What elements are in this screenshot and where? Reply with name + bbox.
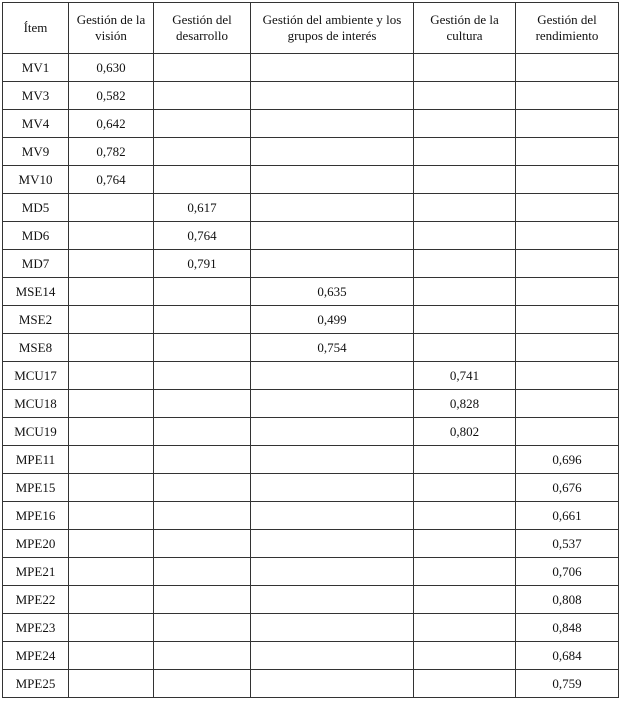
empty-cell xyxy=(414,530,516,558)
loading-value-cell: 0,537 xyxy=(516,530,619,558)
loading-value-cell: 0,764 xyxy=(154,222,251,250)
empty-cell xyxy=(69,502,154,530)
header-row xyxy=(3,3,619,54)
empty-cell xyxy=(69,614,154,642)
empty-cell xyxy=(414,278,516,306)
empty-cell xyxy=(251,614,414,642)
empty-cell xyxy=(251,362,414,390)
table-row xyxy=(3,502,619,530)
empty-cell xyxy=(154,334,251,362)
item-cell: MSE14 xyxy=(3,278,69,306)
empty-cell xyxy=(154,306,251,334)
empty-cell xyxy=(516,222,619,250)
header-rendimiento: Gestión del rendimiento xyxy=(516,3,619,54)
item-cell: MV4 xyxy=(3,110,69,138)
empty-cell xyxy=(154,390,251,418)
empty-cell xyxy=(414,642,516,670)
empty-cell xyxy=(251,390,414,418)
empty-cell xyxy=(69,418,154,446)
empty-cell xyxy=(154,502,251,530)
loading-value-cell: 0,684 xyxy=(516,642,619,670)
empty-cell xyxy=(69,250,154,278)
empty-cell xyxy=(516,194,619,222)
empty-cell xyxy=(251,446,414,474)
item-cell: MD5 xyxy=(3,194,69,222)
header-vision: Gestión de la visión xyxy=(69,3,154,54)
item-cell: MPE11 xyxy=(3,446,69,474)
item-cell: MD7 xyxy=(3,250,69,278)
item-cell: MV9 xyxy=(3,138,69,166)
empty-cell xyxy=(251,642,414,670)
table-row xyxy=(3,614,619,642)
empty-cell xyxy=(516,82,619,110)
empty-cell xyxy=(414,474,516,502)
empty-cell xyxy=(154,82,251,110)
table-row xyxy=(3,306,619,334)
loading-value-cell: 0,676 xyxy=(516,474,619,502)
loading-value-cell: 0,696 xyxy=(516,446,619,474)
loading-value-cell: 0,764 xyxy=(69,166,154,194)
empty-cell xyxy=(251,222,414,250)
table-header xyxy=(3,3,619,54)
empty-cell xyxy=(414,558,516,586)
empty-cell xyxy=(251,166,414,194)
loading-value-cell: 0,754 xyxy=(251,334,414,362)
loading-value-cell: 0,499 xyxy=(251,306,414,334)
empty-cell xyxy=(69,362,154,390)
table-row xyxy=(3,194,619,222)
empty-cell xyxy=(69,586,154,614)
empty-cell xyxy=(251,474,414,502)
empty-cell xyxy=(69,222,154,250)
empty-cell xyxy=(154,586,251,614)
header-cultura: Gestión de la cultura xyxy=(414,3,516,54)
empty-cell xyxy=(414,306,516,334)
empty-cell xyxy=(414,670,516,698)
item-cell: MCU17 xyxy=(3,362,69,390)
empty-cell xyxy=(154,530,251,558)
table-row xyxy=(3,670,619,698)
empty-cell xyxy=(154,418,251,446)
empty-cell xyxy=(516,306,619,334)
empty-cell xyxy=(516,418,619,446)
empty-cell xyxy=(414,502,516,530)
empty-cell xyxy=(251,502,414,530)
empty-cell xyxy=(251,194,414,222)
table-row xyxy=(3,334,619,362)
empty-cell xyxy=(251,586,414,614)
empty-cell xyxy=(154,138,251,166)
loading-value-cell: 0,661 xyxy=(516,502,619,530)
table-row xyxy=(3,138,619,166)
empty-cell xyxy=(69,530,154,558)
empty-cell xyxy=(516,54,619,82)
loading-value-cell: 0,741 xyxy=(414,362,516,390)
empty-cell xyxy=(516,250,619,278)
item-cell: MV1 xyxy=(3,54,69,82)
item-cell: MCU18 xyxy=(3,390,69,418)
loading-value-cell: 0,582 xyxy=(69,82,154,110)
empty-cell xyxy=(251,138,414,166)
table-row xyxy=(3,250,619,278)
item-cell: MCU19 xyxy=(3,418,69,446)
empty-cell xyxy=(516,110,619,138)
empty-cell xyxy=(414,54,516,82)
factor-loadings-table xyxy=(2,2,619,698)
empty-cell xyxy=(251,250,414,278)
table-row xyxy=(3,642,619,670)
item-cell: MPE23 xyxy=(3,614,69,642)
empty-cell xyxy=(251,558,414,586)
empty-cell xyxy=(414,82,516,110)
table-row xyxy=(3,586,619,614)
empty-cell xyxy=(251,530,414,558)
loading-value-cell: 0,782 xyxy=(69,138,154,166)
loading-value-cell: 0,642 xyxy=(69,110,154,138)
empty-cell xyxy=(251,110,414,138)
loading-value-cell: 0,848 xyxy=(516,614,619,642)
empty-cell xyxy=(69,446,154,474)
item-cell: MPE16 xyxy=(3,502,69,530)
table-row xyxy=(3,390,619,418)
empty-cell xyxy=(414,194,516,222)
empty-cell xyxy=(69,642,154,670)
loading-value-cell: 0,791 xyxy=(154,250,251,278)
empty-cell xyxy=(251,82,414,110)
item-cell: MSE2 xyxy=(3,306,69,334)
empty-cell xyxy=(414,250,516,278)
empty-cell xyxy=(69,474,154,502)
empty-cell xyxy=(516,166,619,194)
empty-cell xyxy=(414,222,516,250)
loading-value-cell: 0,630 xyxy=(69,54,154,82)
empty-cell xyxy=(154,614,251,642)
loading-value-cell: 0,635 xyxy=(251,278,414,306)
item-cell: MSE8 xyxy=(3,334,69,362)
empty-cell xyxy=(154,642,251,670)
empty-cell xyxy=(414,586,516,614)
item-cell: MD6 xyxy=(3,222,69,250)
empty-cell xyxy=(154,558,251,586)
table-row xyxy=(3,166,619,194)
empty-cell xyxy=(516,138,619,166)
item-cell: MV10 xyxy=(3,166,69,194)
empty-cell xyxy=(414,138,516,166)
empty-cell xyxy=(154,474,251,502)
item-cell: MV3 xyxy=(3,82,69,110)
item-cell: MPE20 xyxy=(3,530,69,558)
table-row xyxy=(3,418,619,446)
table-row xyxy=(3,474,619,502)
empty-cell xyxy=(69,670,154,698)
empty-cell xyxy=(154,54,251,82)
empty-cell xyxy=(516,362,619,390)
table-body xyxy=(3,54,619,698)
table-row xyxy=(3,446,619,474)
empty-cell xyxy=(154,670,251,698)
empty-cell xyxy=(154,362,251,390)
empty-cell xyxy=(251,670,414,698)
table-row xyxy=(3,82,619,110)
table-row xyxy=(3,278,619,306)
header-ambiente: Gestión del ambiente y los grupos de interés xyxy=(251,3,414,54)
table-row xyxy=(3,54,619,82)
loading-value-cell: 0,808 xyxy=(516,586,619,614)
empty-cell xyxy=(69,334,154,362)
table-row xyxy=(3,362,619,390)
empty-cell xyxy=(69,306,154,334)
table-row xyxy=(3,110,619,138)
empty-cell xyxy=(69,278,154,306)
item-cell: MPE21 xyxy=(3,558,69,586)
empty-cell xyxy=(154,110,251,138)
table-row xyxy=(3,530,619,558)
loading-value-cell: 0,706 xyxy=(516,558,619,586)
empty-cell xyxy=(414,446,516,474)
empty-cell xyxy=(414,166,516,194)
empty-cell xyxy=(251,54,414,82)
header-desarrollo: Gestión del desarrollo xyxy=(154,3,251,54)
empty-cell xyxy=(69,558,154,586)
item-cell: MPE15 xyxy=(3,474,69,502)
table-row xyxy=(3,558,619,586)
item-cell: MPE22 xyxy=(3,586,69,614)
empty-cell xyxy=(154,278,251,306)
loading-value-cell: 0,828 xyxy=(414,390,516,418)
empty-cell xyxy=(516,334,619,362)
empty-cell xyxy=(251,418,414,446)
empty-cell xyxy=(516,278,619,306)
loading-value-cell: 0,802 xyxy=(414,418,516,446)
loading-value-cell: 0,759 xyxy=(516,670,619,698)
item-cell: MPE25 xyxy=(3,670,69,698)
empty-cell xyxy=(516,390,619,418)
empty-cell xyxy=(154,166,251,194)
table-row xyxy=(3,222,619,250)
header-item: Ítem xyxy=(3,3,69,54)
loading-value-cell: 0,617 xyxy=(154,194,251,222)
empty-cell xyxy=(154,446,251,474)
empty-cell xyxy=(414,614,516,642)
empty-cell xyxy=(414,110,516,138)
empty-cell xyxy=(69,194,154,222)
empty-cell xyxy=(414,334,516,362)
item-cell: MPE24 xyxy=(3,642,69,670)
empty-cell xyxy=(69,390,154,418)
